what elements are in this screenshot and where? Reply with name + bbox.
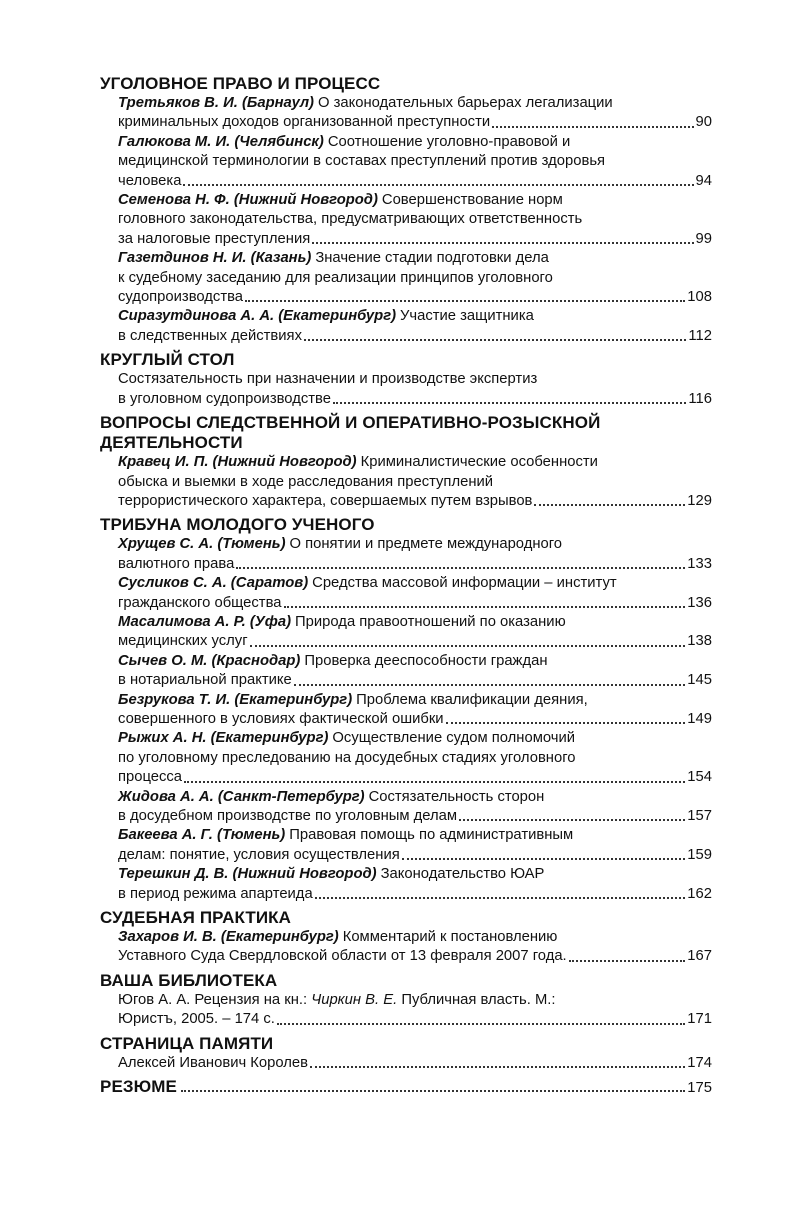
entry-author: Безрукова Т. И. (Екатеринбург) <box>118 691 353 708</box>
entry-line <box>118 269 712 288</box>
entry-text: в нотариальной практике <box>118 672 292 689</box>
entry-text: человека <box>118 172 182 189</box>
entry-line <box>118 307 712 326</box>
toc-rezume[interactable] <box>100 1077 712 1097</box>
entry-author: Сусликов С. А. (Саратов) <box>118 575 309 592</box>
entry-line <box>118 991 712 1010</box>
entry-last-line <box>118 230 712 249</box>
toc-entry[interactable] <box>100 928 712 967</box>
toc-section <box>100 350 712 409</box>
entry-text: Алексей Иванович Королев <box>118 1054 308 1071</box>
entry-line <box>118 370 712 389</box>
dot-leader <box>402 857 686 860</box>
toc-entry[interactable] <box>100 307 712 346</box>
dot-leader <box>333 401 686 404</box>
entry-last-line <box>118 555 712 574</box>
entry-text: валютного права <box>118 555 235 572</box>
entry-last-line <box>118 594 712 613</box>
entry-text: по уголовному преследованию на досудебных стадиях уголовного <box>118 749 576 766</box>
entry-last-line <box>118 947 712 966</box>
dot-leader <box>236 566 685 569</box>
toc-entry[interactable] <box>100 94 712 133</box>
entry-text: Проверка дееспособности граждан <box>304 652 548 669</box>
page-number: 162 <box>687 885 712 902</box>
entry-line <box>118 473 712 492</box>
page-number: 99 <box>695 230 712 247</box>
page-number: 112 <box>688 327 712 344</box>
toc-entry[interactable] <box>100 652 712 691</box>
page-number: 138 <box>687 633 712 650</box>
entry-last-line <box>118 327 712 346</box>
dot-leader <box>459 818 685 821</box>
entry-text: криминальных доходов организованной преступности <box>118 114 491 131</box>
toc-entry[interactable] <box>100 788 712 827</box>
page-number: 136 <box>687 594 712 611</box>
page-number: 174 <box>687 1054 712 1071</box>
section-title: ВОПРОСЫ СЛЕДСТВЕННОЙ И ОПЕРАТИВНО-РОЗЫСКНОЙ <box>100 413 601 433</box>
entry-last-line <box>118 632 712 651</box>
entry-line <box>118 652 712 671</box>
toc-entry[interactable] <box>100 865 712 904</box>
entry-last-line <box>118 288 712 307</box>
dot-leader <box>183 183 693 186</box>
entry-author: Кравец И. П. (Нижний Новгород) <box>118 454 357 471</box>
entry-line <box>118 210 712 229</box>
entry-text: Совершенствование норм <box>381 192 563 209</box>
entry-text: Правовая помощь по административным <box>289 827 574 844</box>
entry-last-line <box>118 1054 712 1073</box>
section-title: ТРИБУНА МОЛОДОГО УЧЕНОГО <box>100 515 375 535</box>
entry-text: гражданского общества <box>118 594 282 611</box>
entry-last-line <box>118 846 712 865</box>
page-number: 133 <box>687 555 712 572</box>
entry-text: Природа правоотношений по оказанию <box>295 613 566 630</box>
section-title: РЕЗЮМЕ <box>100 1077 177 1097</box>
toc-entry[interactable] <box>100 453 712 511</box>
entry-author: Терешкин Д. В. (Нижний Новгород) <box>118 866 377 883</box>
toc-entry[interactable] <box>100 991 712 1030</box>
entry-last-line <box>118 1010 712 1029</box>
entry-line <box>118 574 712 593</box>
dot-leader <box>315 896 686 899</box>
dot-leader <box>569 959 686 962</box>
toc-entry[interactable] <box>100 613 712 652</box>
page-number: 108 <box>687 289 712 306</box>
entry-text: О понятии и предмете международного <box>289 536 563 553</box>
entry-text: делам: понятие, условия осуществления <box>118 846 400 863</box>
entry-last-line <box>118 885 712 904</box>
page-number: 145 <box>687 672 712 689</box>
page-number: 159 <box>687 846 712 863</box>
entry-line <box>118 152 712 171</box>
entry-line <box>118 191 712 210</box>
toc-entry[interactable] <box>100 691 712 730</box>
toc-section <box>100 74 712 346</box>
dot-leader <box>284 605 686 608</box>
entry-author: Третьяков В. И. (Барнаул) <box>118 95 314 111</box>
entry-text: процесса <box>118 769 183 786</box>
section-title: КРУГЛЫЙ СТОЛ <box>100 350 235 370</box>
entry-line <box>118 691 712 710</box>
entry-text: Юристъ, 2005. – 174 с. <box>118 1011 275 1028</box>
entry-text: террористического характера, совершаемых путем взрывов <box>118 492 533 509</box>
review-book-author: Чиркин В. Е. <box>311 991 398 1008</box>
dot-leader <box>181 1089 685 1092</box>
entry-line <box>118 928 712 947</box>
review-book-title: Публичная власть. М.: <box>401 991 556 1008</box>
entry-line <box>118 613 712 632</box>
entry-text: Соотношение уголовно-правовой и <box>327 133 571 150</box>
entry-text: Состязательность при назначении и производстве экспертиз <box>118 371 538 388</box>
entry-text: Участие защитника <box>400 308 534 325</box>
page-number: 94 <box>695 172 712 189</box>
toc-section <box>100 515 712 904</box>
dot-leader <box>277 1022 685 1025</box>
entry-text: в досудебном производстве по уголовным делам <box>118 808 458 824</box>
entry-line <box>118 749 712 768</box>
entry-last-line <box>118 390 712 409</box>
toc-section <box>100 413 712 511</box>
entry-last-line <box>118 710 712 729</box>
entry-author: Жидова А. А. (Санкт-Петербург) <box>118 788 365 805</box>
entry-line <box>118 535 712 554</box>
section-title-cont: ДЕЯТЕЛЬНОСТИ <box>100 433 243 453</box>
entry-author: Галюкова М. И. (Челябинск) <box>118 133 324 150</box>
entry-text: медицинской терминологии в составах преступлений против здоровья <box>118 153 606 170</box>
toc-section <box>100 1034 712 1073</box>
entry-author: Захаров И. В. (Екатеринбург) <box>118 929 339 946</box>
toc-entry[interactable] <box>100 826 712 865</box>
entry-author: Сычев О. М. (Краснодар) <box>118 652 301 669</box>
review-prefix: Югов А. А. Рецензия на кн.: <box>118 991 308 1008</box>
entry-text: в следственных действиях <box>118 327 302 344</box>
entry-last-line <box>118 768 712 787</box>
dot-leader <box>310 1065 685 1068</box>
dot-leader <box>534 503 685 506</box>
entry-last-line <box>118 671 712 690</box>
entry-text: Комментарий к постановлению <box>342 929 558 946</box>
entry-text: совершенного в условиях фактической ошибки <box>118 710 444 727</box>
entry-line <box>118 133 712 152</box>
entry-text: за налоговые преступления <box>118 230 311 247</box>
entry-text: Законодательство ЮАР <box>380 866 545 883</box>
entry-last-line <box>118 492 712 511</box>
dot-leader <box>304 338 686 341</box>
toc-entry[interactable] <box>100 191 712 249</box>
toc-entry[interactable] <box>100 370 712 409</box>
entry-author: Сиразутдинова А. А. (Екатеринбург) <box>118 308 397 325</box>
entry-text: Криминалистические особенности <box>360 454 598 471</box>
page-number: 149 <box>687 710 712 727</box>
entry-line <box>118 865 712 884</box>
entry-last-line <box>118 113 712 132</box>
page-number: 90 <box>695 114 712 131</box>
entry-text: обыска и выемки в ходе расследования преступлений <box>118 473 494 490</box>
page-number: 154 <box>687 769 712 786</box>
section-title: СУДЕБНАЯ ПРАКТИКА <box>100 908 292 928</box>
entry-line <box>118 94 712 113</box>
entry-text: к судебному заседанию для реализации принципов уголовного <box>118 269 553 286</box>
dot-leader <box>184 780 685 783</box>
dot-leader <box>446 721 686 724</box>
entry-author: Газетдинов Н. И. (Казань) <box>118 250 312 267</box>
dot-leader <box>312 241 693 244</box>
toc-entry[interactable] <box>100 535 712 574</box>
entry-text: в уголовном судопроизводстве <box>118 390 331 407</box>
entry-text: Осуществление судом полномочий <box>332 730 576 747</box>
section-title: ВАША БИБЛИОТЕКА <box>100 970 278 990</box>
dot-leader <box>492 125 693 128</box>
entry-text: в период режима апартеида <box>118 885 313 902</box>
entry-text: Проблема квалификации деяния, <box>356 691 588 708</box>
section-title: УГОЛОВНОЕ ПРАВО И ПРОЦЕСС <box>100 74 381 93</box>
toc-entry[interactable] <box>100 133 712 191</box>
page-number: 167 <box>687 948 712 965</box>
entry-line <box>118 249 712 268</box>
toc-section <box>100 971 712 1030</box>
entry-line <box>118 826 712 845</box>
page-number: 157 <box>687 808 712 824</box>
dot-leader <box>294 683 686 686</box>
entry-last-line <box>118 807 712 826</box>
entry-text: Уставного Суда Свердловской области от 13 февраля 2007 года. <box>118 948 567 965</box>
page-number: 116 <box>688 390 712 407</box>
entry-text: медицинских услуг <box>118 633 248 650</box>
toc-section <box>100 908 712 967</box>
entry-text: головного законодательства, предусматривающих ответственность <box>118 211 583 228</box>
entry-text: Средства массовой информации – институт <box>312 575 617 592</box>
entry-text: О законодательных барьерах легализации <box>317 95 613 111</box>
entry-line <box>118 788 712 807</box>
entry-author: Рыжих А. Н. (Екатеринбург) <box>118 730 329 747</box>
entry-line <box>118 729 712 748</box>
entry-line <box>118 453 712 472</box>
entry-text: судопроизводства <box>118 289 244 306</box>
entry-author: Семенова Н. Ф. (Нижний Новгород) <box>118 192 378 209</box>
page-number: 171 <box>687 1011 712 1028</box>
entry-author: Хрущев С. А. (Тюмень) <box>118 536 286 553</box>
dot-leader <box>250 644 686 647</box>
section-title: СТРАНИЦА ПАМЯТИ <box>100 1033 274 1053</box>
toc-entry[interactable] <box>100 574 712 613</box>
toc-entry[interactable] <box>100 249 712 307</box>
toc-entry[interactable] <box>100 729 712 787</box>
toc-entry[interactable] <box>100 1054 712 1073</box>
entry-author: Масалимова А. Р. (Уфа) <box>118 613 292 630</box>
table-of-contents <box>100 74 712 1097</box>
page-number: 129 <box>687 492 712 509</box>
entry-text: Значение стадии подготовки дела <box>315 250 549 267</box>
entry-last-line <box>118 172 712 191</box>
entry-text: Состязательность сторон <box>368 788 545 805</box>
page-number: 175 <box>687 1080 712 1097</box>
dot-leader <box>245 299 685 302</box>
entry-author: Бакеева А. Г. (Тюмень) <box>118 827 286 844</box>
